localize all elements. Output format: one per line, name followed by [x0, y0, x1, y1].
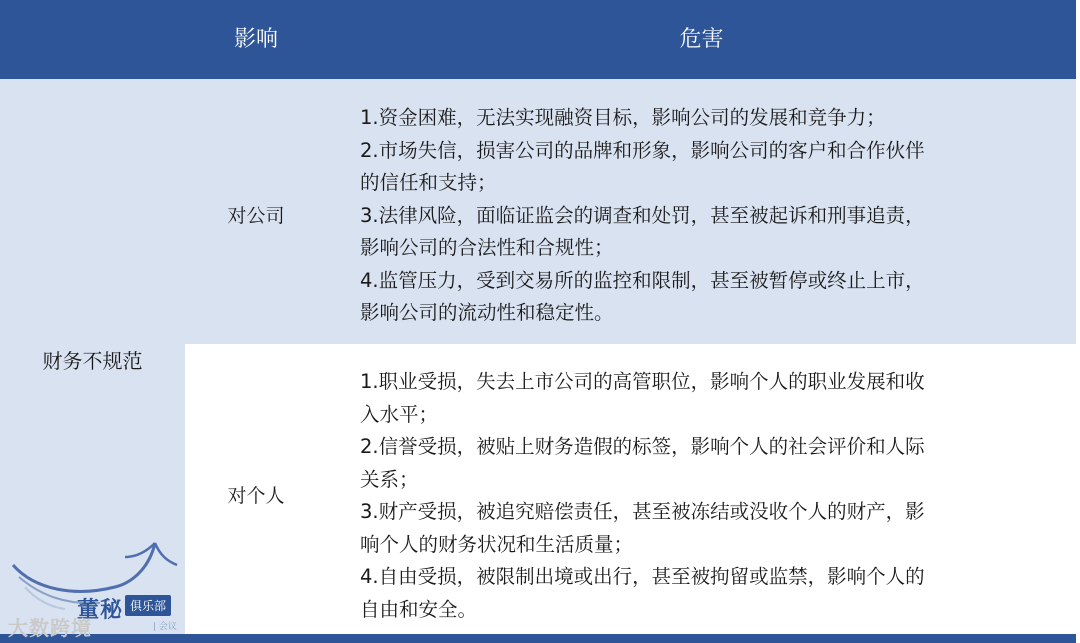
person-harm-list [360, 366, 1050, 626]
harm-line: 3.法律风险，面临证监会的调查和处罚，甚至被起诉和刑事追责， [360, 203, 925, 227]
harm-line: 影响公司的合法性和合规性； [360, 236, 614, 259]
harm-line: 关系； [360, 467, 419, 491]
company-harm-list [360, 102, 1050, 330]
harm-line: 2.市场失信，损害公司的品牌和形象，影响公司的客户和合作伙伴 [360, 138, 925, 162]
harm-line: 1.资金困难，无法实现融资目标，影响公司的发展和竞争力； [360, 106, 886, 129]
logo-badge: 俱乐部 [125, 595, 171, 616]
sub-label-company: 对公司 [227, 205, 285, 227]
harm-line: 1.职业受损，失去上市公司的高管职位，影响个人的职业发展和收 [360, 370, 925, 393]
harm-line: 的信任和支持； [360, 171, 497, 194]
table-header [0, 0, 1076, 79]
harm-line: 响个人的财务状况和生活质量； [360, 532, 634, 556]
logo-name: 董秘 [77, 598, 124, 623]
harm-line: 2.信誉受损，被贴上财务造假的标签，影响个人的社会评价和人际 [360, 435, 925, 458]
harm-line: 4.监管压力，受到交易所的监控和限制，甚至被暂停或终止上市， [360, 268, 925, 292]
watermark: 大数跨境 [8, 616, 92, 640]
harm-line: 影响公司的流动性和稳定性。 [360, 301, 614, 324]
row-label-financial-irregularity: 财务不规范 [42, 349, 143, 373]
logo-subtext: | 会议 [153, 622, 177, 632]
header-harm: 危害 [679, 27, 724, 52]
header-impact: 影响 [233, 27, 278, 52]
harm-line: 自由和安全。 [360, 597, 478, 621]
sub-label-person: 对个人 [227, 485, 285, 507]
harm-line: 3.财产受损，被追究赔偿责任，甚至被冻结或没收个人的财产，影 [360, 500, 925, 523]
harm-line: 4.自由受损，被限制出境或出行，甚至被拘留或监禁，影响个人的 [360, 565, 925, 588]
harm-line: 入水平； [360, 402, 439, 426]
